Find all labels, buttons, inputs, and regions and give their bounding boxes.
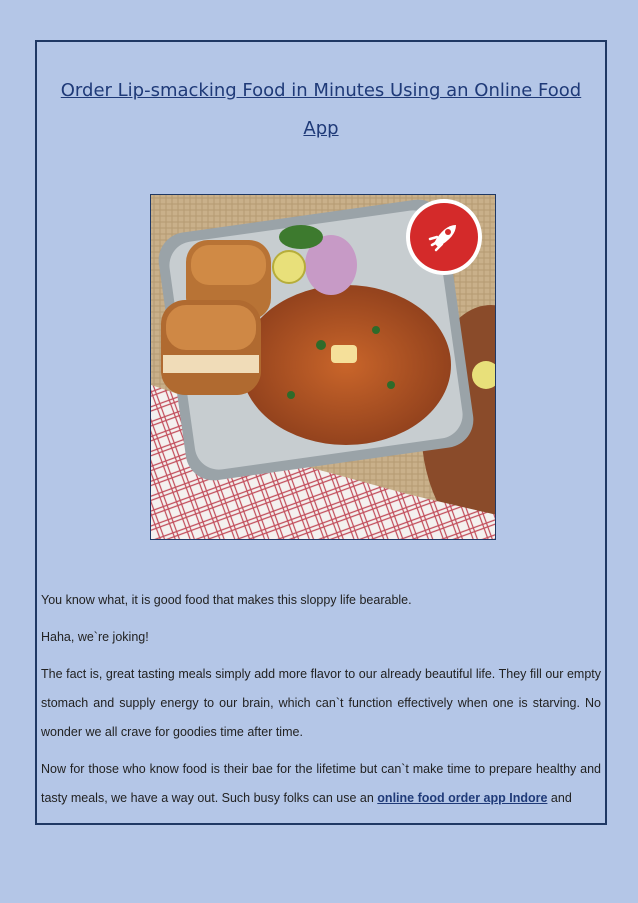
rocket-icon <box>424 217 464 257</box>
title-line-1: Order Lip-smacking Food in Minutes Using an Online Food <box>60 80 582 101</box>
paragraph-4-text: Now for those who know food is their bae for the lifetime but can`t make time to prepare healthy and tasty meals, we have a way out. Such busy folks can use an <box>41 762 601 805</box>
document-page <box>35 40 607 825</box>
paragraph-2: Haha, we`re joking! <box>41 630 149 644</box>
food-photo <box>150 194 496 540</box>
paragraph-4-tail: and <box>547 791 572 805</box>
app-link[interactable]: online food order app Indore <box>377 791 548 805</box>
paragraph-4 <box>41 755 601 813</box>
paragraph-1: You know what, it is good food that makes this sloppy life bearable. <box>41 593 412 607</box>
title-line-2: App <box>303 118 339 139</box>
page-title <box>37 72 605 148</box>
paragraph-3: The fact is, great tasting meals simply add more flavor to our already beautiful life. They fill our empty stomach and supply energy to our brain, which can`t function effectively when one is starving. No wonder we all crave for goodies time after time. <box>41 667 601 739</box>
article-body <box>41 586 601 821</box>
